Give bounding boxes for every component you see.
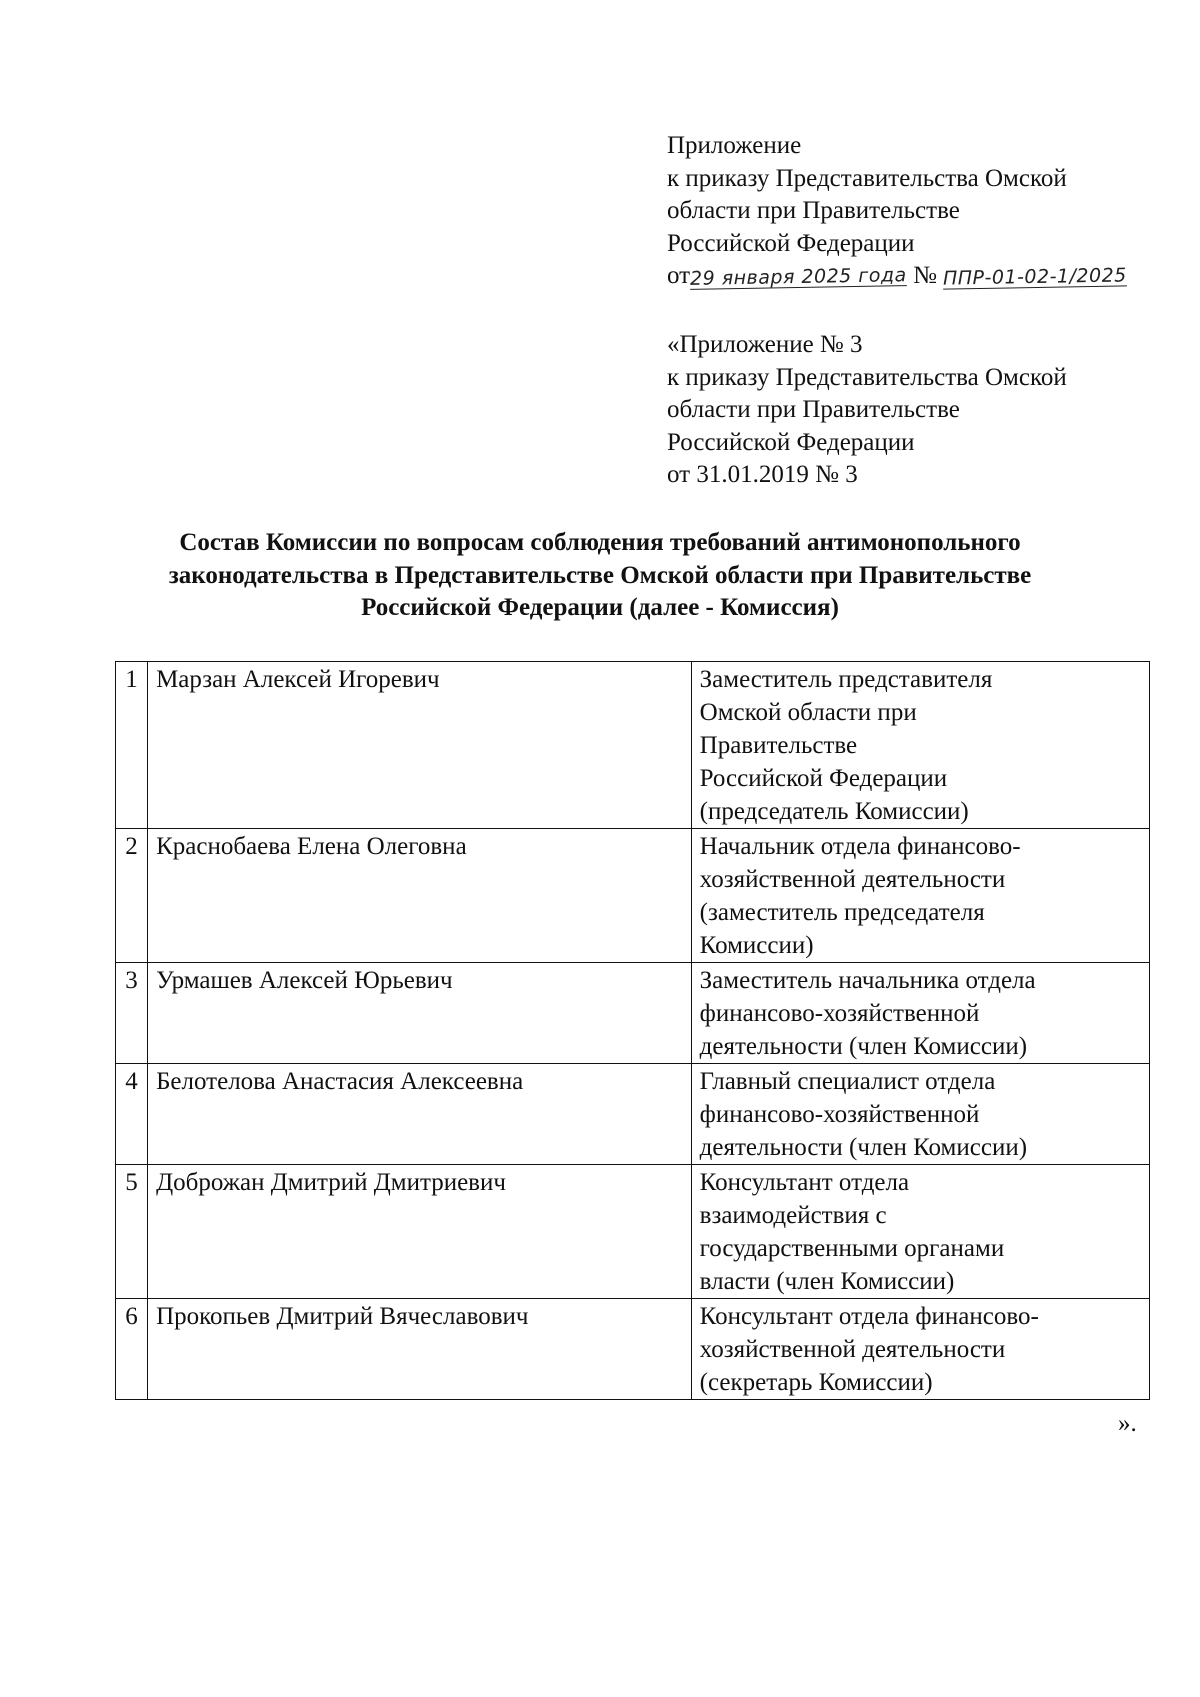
number-prefix: №	[913, 262, 937, 289]
order-date-number-line	[667, 260, 1127, 294]
member-position	[691, 1165, 1149, 1299]
row-number: 6	[116, 1299, 148, 1400]
prior-appendix-header	[667, 329, 1067, 492]
position-line: Заместитель начальника отдела	[699, 967, 1036, 994]
row-number: 1	[116, 662, 148, 829]
row-number: 2	[116, 829, 148, 963]
table-row	[116, 963, 1150, 1064]
member-position	[691, 1064, 1149, 1165]
appendix-header-line: Приложение	[667, 132, 802, 159]
member-name: Краснобаева Елена Олеговна	[148, 829, 692, 963]
appendix-header-line: к приказу Представительства Омской	[667, 164, 1067, 192]
appendix-header	[667, 130, 1127, 294]
position-line: финансово-хозяйственной	[699, 1000, 980, 1027]
member-position	[691, 662, 1149, 829]
member-name: Урмашев Алексей Юрьевич	[148, 963, 692, 1064]
position-line: Правительстве	[699, 732, 858, 759]
table-row	[116, 1299, 1150, 1400]
document-title	[100, 527, 1100, 625]
title-line: законодательства в Представительстве Омской области при Правительстве	[168, 561, 1032, 589]
position-line: Комиссии)	[699, 932, 814, 959]
position-line: власти (член Комиссии)	[699, 1268, 955, 1295]
position-line: хозяйственной деятельности	[699, 1336, 1006, 1363]
row-number: 5	[116, 1165, 148, 1299]
title-line: Российской Федерации (далее - Комиссия)	[361, 594, 839, 621]
member-position	[691, 1299, 1149, 1400]
row-number: 4	[116, 1064, 148, 1165]
position-line: Омской области при	[699, 699, 917, 726]
prior-appendix-line: области при Правительстве	[667, 396, 960, 423]
member-position	[691, 829, 1149, 963]
from-prefix: от	[667, 262, 691, 289]
title-line: Состав Комиссии по вопросам соблюдения требований антимонопольного	[179, 529, 1021, 556]
table-row	[116, 662, 1150, 829]
member-name: Белотелова Анастасия Алексеевна	[148, 1064, 692, 1165]
position-line: Начальник отдела финансово-	[699, 833, 1021, 860]
position-line: Консультант отдела	[699, 1169, 910, 1196]
prior-appendix-line: к приказу Представительства Омской	[667, 363, 1067, 391]
position-line: Российской Федерации	[699, 765, 948, 792]
prior-appendix-line: «Приложение № 3	[667, 331, 863, 358]
table-row	[116, 1064, 1150, 1165]
position-line: взаимодействия с	[699, 1202, 887, 1229]
position-line: (заместитель председателя	[699, 899, 985, 926]
position-line: финансово-хозяйственной	[699, 1101, 980, 1128]
position-line: деятельности (член Комиссии)	[699, 1033, 1028, 1060]
member-name: Марзан Алексей Игоревич	[148, 662, 692, 829]
prior-appendix-line: от 31.01.2019 № 3	[667, 461, 858, 488]
row-number: 3	[116, 963, 148, 1064]
member-name: Доброжан Дмитрий Дмитриевич	[148, 1165, 692, 1299]
position-line: (председатель Комиссии)	[699, 798, 969, 825]
member-name: Прокопьев Дмитрий Вячеславович	[148, 1299, 692, 1400]
member-position	[691, 963, 1149, 1064]
closing-quote-mark: ».	[1118, 1410, 1137, 1437]
position-line: государственными органами	[699, 1235, 1005, 1262]
table-row	[116, 829, 1150, 963]
position-line: Главный специалист отдела	[699, 1068, 996, 1095]
commission-members-table	[115, 661, 1150, 1400]
position-line: Заместитель представителя	[699, 666, 993, 693]
position-line: Консультант отдела финансово-	[699, 1303, 1039, 1330]
position-line: (секретарь Комиссии)	[699, 1369, 933, 1396]
prior-appendix-line: Российской Федерации	[667, 428, 915, 456]
position-line: хозяйственной деятельности	[699, 866, 1006, 893]
appendix-header-line: области при Правительстве	[667, 197, 960, 224]
appendix-header-line: Российской Федерации	[667, 229, 915, 257]
handwritten-date: 29 января 2025 года	[689, 264, 907, 290]
handwritten-order-number: ППР-01-02-1/2025	[943, 264, 1128, 290]
position-line: деятельности (член Комиссии)	[699, 1134, 1028, 1161]
table-row	[116, 1165, 1150, 1299]
